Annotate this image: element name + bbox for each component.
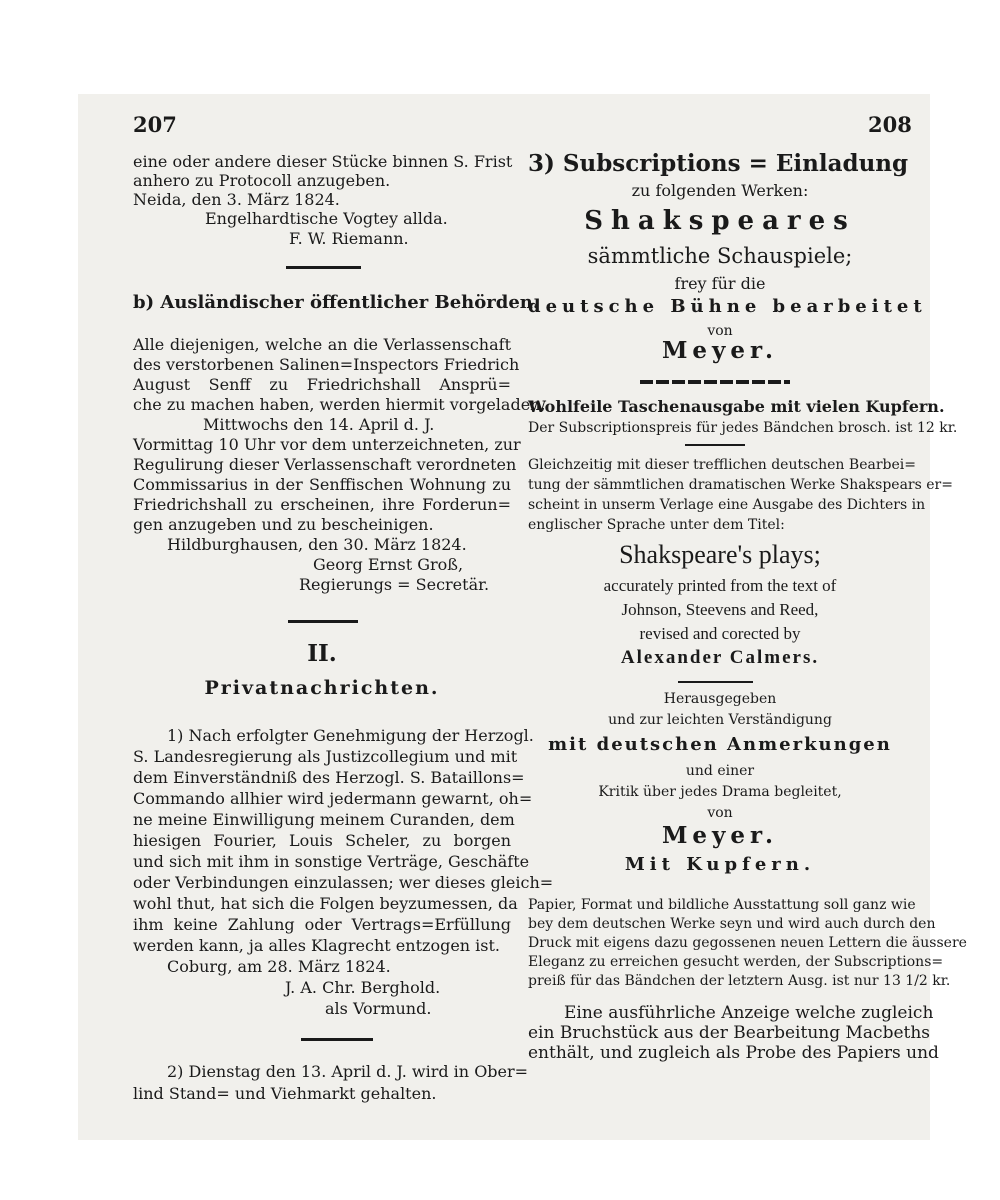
body-line: Commissarius in der Senffischen Wohnung zu [133,475,511,494]
body-line: oder Verbindungen einzulassen; wer dieses gleich= [133,873,554,892]
place-date: Coburg, am 28. März 1824. [167,957,391,976]
body-line: Vormittag 10 Uhr vor dem unterzeichneten, zur [133,435,521,454]
signature-title: als Vormund. [325,999,432,1018]
section-b-heading: b) Ausländischer öffentlicher Behörden. [133,292,540,313]
subscription-subheading: zu folgenden Werken: [631,181,809,200]
body-line: 1) Nach erfolgter Genehmigung der Herzogl. [167,726,534,745]
annotation-author: Meyer. [661,822,779,849]
body-line: Papier, Format und bildliche Ausstattung soll ganz wie [528,897,916,913]
english-editor: Alexander Calmers. [620,647,820,668]
body-line: Regulirung dieser Verlassenschaft verordneten [133,455,517,474]
body-line: August Senff zu Friedrichshall Ansprü= [133,375,511,394]
place-date: Hildburghausen, den 30. März 1824. [167,535,467,554]
annotation-line: Kritik über jedes Drama begleitet, [598,784,842,800]
work-title: Shakspeares [584,206,856,236]
body-line: dem Einverständniß des Herzogl. S. Bataillons= [133,768,525,787]
signature-name: Georg Ernst Groß, [313,555,464,574]
body-line: preiß für das Bändchen der letztern Ausg. ist nur 13 1/2 kr. [528,973,951,989]
body-line: ne meine Einwilligung meinem Curanden, dem [133,810,515,829]
separator-rule [288,620,358,623]
body-line: hiesigen Fourier, Louis Scheler, zu borgen [133,831,511,850]
body-line: tung der sämmtlichen dramatischen Werke Shakspears er= [528,477,953,493]
work-subtitle: frey für die [674,274,766,293]
body-line: gen anzugeben und zu bescheinigen. [133,515,434,534]
work-author: Meyer. [661,337,779,364]
separator-rule [685,444,745,446]
body-line: englischer Sprache unter dem Titel: [528,517,785,533]
body-line: che zu machen haben, werden hiermit vorgeladen, [133,395,546,414]
separator-rule [286,266,361,269]
body-line: wohl thut, hat sich die Folgen beyzumessen, da [133,894,518,913]
separator-rule [301,1038,373,1041]
body-line: bey dem deutschen Werke seyn und wird auch durch den [528,916,936,932]
body-line: ein Bruchstück aus der Bearbeitung Macbeths [528,1023,931,1043]
notice-place-date: Neida, den 3. März 1824. [133,190,340,209]
signature-name: J. A. Chr. Berghold. [285,978,441,997]
body-line: S. Landesregierung als Justizcollegium und mit [133,747,518,766]
page-number-right: 208 [868,112,912,137]
section-numeral: II. [307,640,337,667]
work-subtitle: deutsche Bühne bearbeitet [528,296,927,317]
english-subtitle: accurately printed from the text of [603,576,837,595]
english-subtitle: revised and corected by [639,624,801,643]
annotation-line: Herausgegeben [663,691,777,707]
body-line: Mittwochs den 14. April d. J. [203,415,435,434]
notice-line: anhero zu Protocoll anzugeben. [133,171,391,190]
work-subtitle: sämmtliche Schauspiele; [587,244,853,268]
notice-authority: Engelhardtische Vogtey allda. [205,209,448,228]
body-line: Gleichzeitig mit dieser trefflichen deutschen Bearbei= [528,457,916,473]
body-line: Eine ausführliche Anzeige welche zugleich [564,1003,934,1023]
body-line: scheint in unserm Verlage eine Ausgabe des Dichters in [528,497,926,513]
notice-signature: F. W. Riemann. [289,229,409,248]
body-line: werden kann, ja alles Klagrecht entzogen ist. [133,936,501,955]
annotation-line: von [707,805,733,821]
body-line: Druck mit eigens dazu gegossenen neuen Lettern die äussere [528,935,967,951]
body-line: des verstorbenen Salinen=Inspectors Friedrich [133,355,520,374]
page-number-left: 207 [133,112,177,137]
body-line: und sich mit ihm in sonstige Verträge, Geschäfte [133,852,530,871]
signature-title: Regierungs = Secretär. [299,575,490,594]
annotation-plates: Mit Kupfern. [624,854,816,875]
notice-line: eine oder andere dieser Stücke binnen S. Frist [133,152,513,171]
body-line: lind Stand= und Viehmarkt gehalten. [133,1084,437,1103]
body-line: Alle diejenigen, welche an die Verlassenschaft [133,335,511,354]
annotation-line: mit deutschen Anmerkungen [548,734,892,755]
price-line: Der Subscriptionspreis für jedes Bändchen brosch. ist 12 kr. [528,420,958,436]
work-subtitle: von [707,323,733,339]
body-line: enthält, und zugleich als Probe des Papiers und [528,1043,939,1063]
body-line: Commando allhier wird jedermann gewarnt, oh= [133,789,533,808]
edition-line: Wohlfeile Taschenausgabe mit vielen Kupfern. [528,397,945,416]
body-line: 2) Dienstag den 13. April d. J. wird in Ober= [167,1062,529,1081]
body-line: ihm keine Zahlung oder Vertrags=Erfüllung [133,915,511,934]
annotation-line: und einer [685,763,755,779]
body-line: Eleganz zu erreichen gesucht werden, der Subscriptions= [528,954,944,970]
annotation-line: und zur leichten Verständigung [608,712,832,728]
english-subtitle: Johnson, Steevens and Reed, [621,600,819,619]
body-line: Friedrichshall zu erscheinen, ihre Forderun= [133,495,511,514]
separator-rule [678,681,753,683]
ornamental-rule [640,380,790,384]
subscription-heading: 3) Subscriptions = Einladung [528,150,909,177]
section-title: Privatnachrichten. [204,677,440,699]
english-title: Shakspeare's plays; [619,540,821,569]
